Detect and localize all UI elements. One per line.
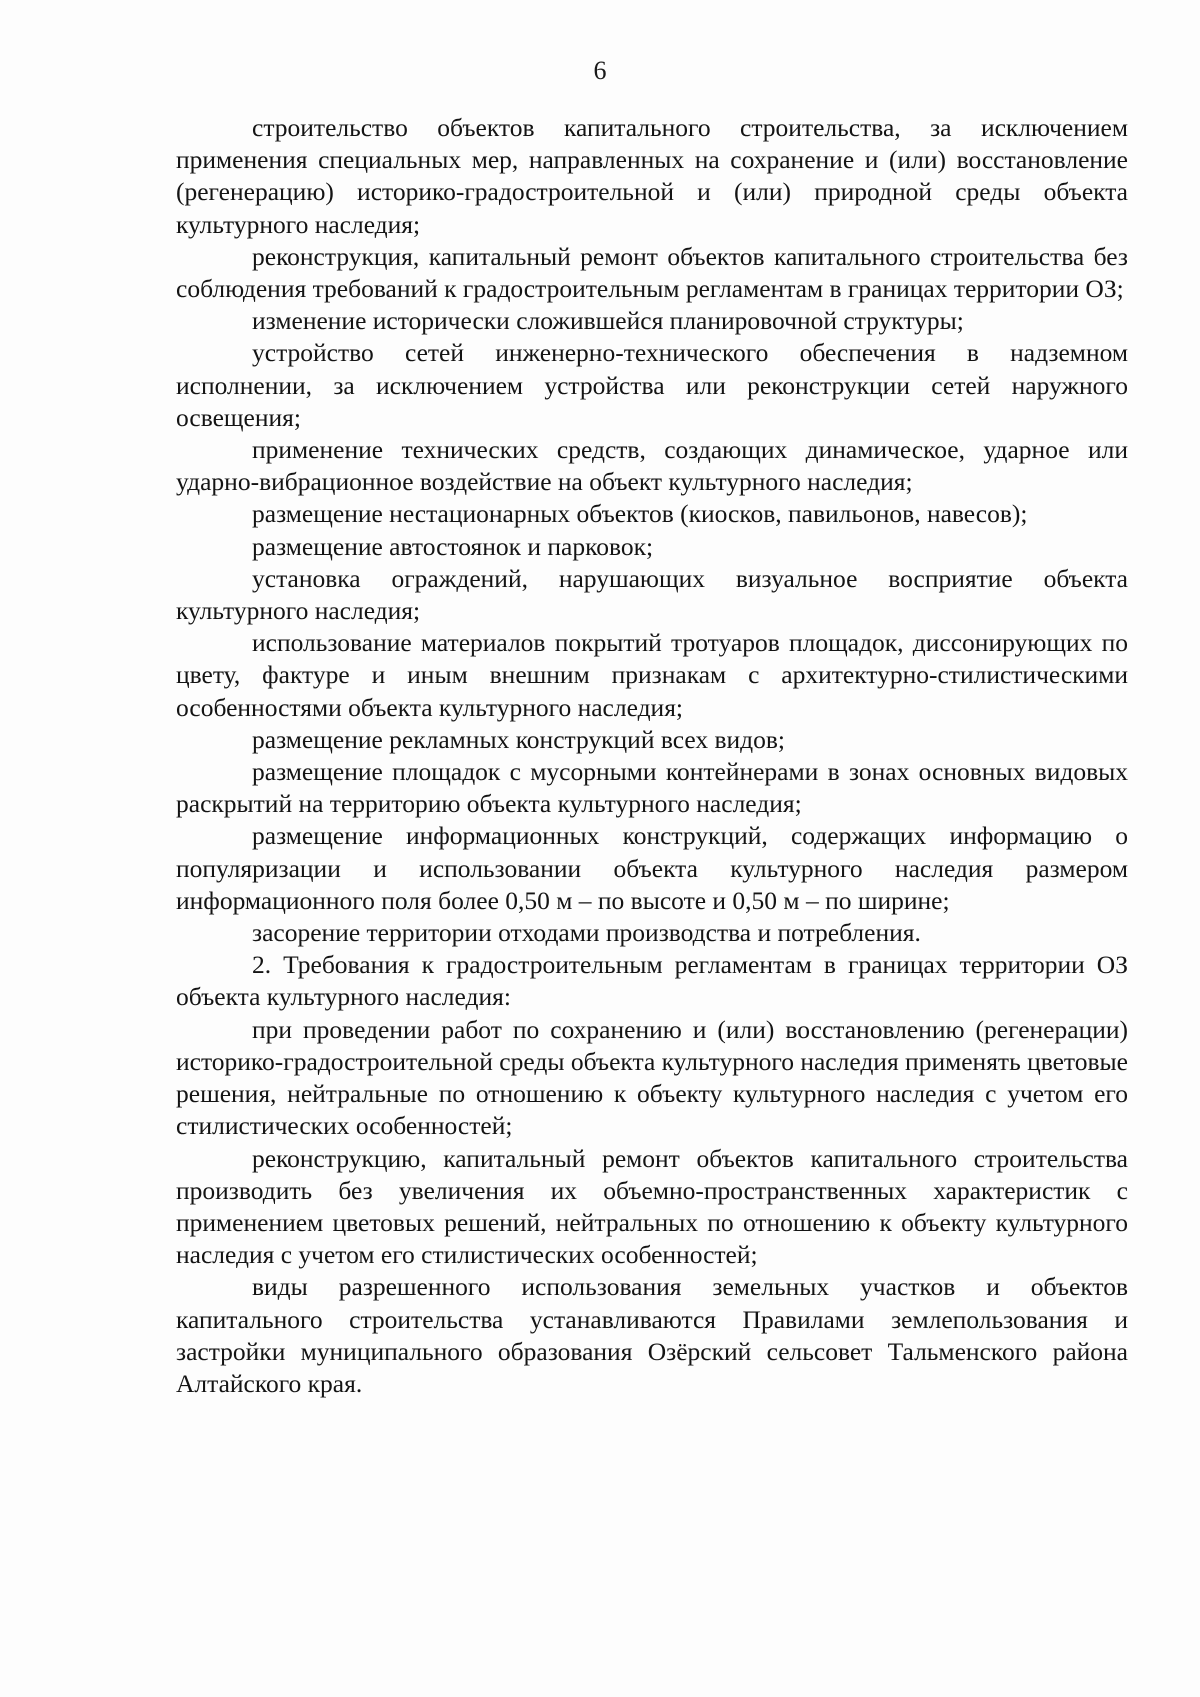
section-heading-paragraph: 2. Требования к градостроительным регламентам в границах территории ОЗ объекта культурного наследия: bbox=[176, 950, 1128, 1012]
paragraph: установка ограждений, нарушающих визуальное восприятие объекта культурного наследия; bbox=[176, 563, 1128, 626]
paragraph: реконструкция, капитальный ремонт объектов капитального строительства без соблюдения требований к градостроительным регламентам в границах территории ОЗ; bbox=[176, 241, 1128, 304]
paragraph: размещение рекламных конструкций всех видов; bbox=[252, 724, 786, 754]
paragraph: реконструкцию, капитальный ремонт объектов капитального строительства производить без увеличения их объемно-пространственных характеристик с применением цветовых решений, нейтральных по отношению к объекту культурного наследия с учетом его стилистических особенностей; bbox=[176, 1143, 1128, 1270]
page-number: 6 bbox=[593, 56, 607, 85]
paragraph: при проведении работ по сохранению и (или) восстановлению (регенерации) историко-градостроительной среды объекта культурного наследия применять цветовые решения, нейтральные по отношению к объекту культурного наследия с учетом его стилистических особенностей; bbox=[176, 1014, 1128, 1141]
paragraph: виды разрешенного использования земельных участков и объектов капитального строительства устанавливаются Правилами землепользования и застройки муниципального образования Озёрский сельсовет Тальменского района Алтайского края. bbox=[176, 1272, 1128, 1398]
paragraph: размещение площадок с мусорными контейнерами в зонах основных видовых раскрытий на территорию объекта культурного наследия; bbox=[176, 757, 1128, 819]
paragraph: засорение территории отходами производства и потребления. bbox=[252, 918, 921, 948]
paragraph: строительство объектов капитального строительства, за исключением применения специальных мер, направленных на сохранение и (или) восстановление (регенерацию) историко-градостроительной и (или) природной среды объекта культурного наследия; bbox=[176, 113, 1128, 239]
paragraph: размещение нестационарных объектов (киосков, павильонов, навесов); bbox=[252, 499, 1028, 529]
paragraph: изменение исторически сложившейся планировочной структуры; bbox=[252, 306, 964, 336]
paragraph: использование материалов покрытий тротуаров площадок, диссонирующих по цвету, фактуре и иным внешним признакам с архитектурно-стилистическими особенностями объекта культурного наследия; bbox=[176, 628, 1128, 722]
paragraph: размещение автостоянок и парковок; bbox=[252, 531, 654, 561]
document-body bbox=[176, 112, 1128, 1400]
paragraph: устройство сетей инженерно-технического обеспечения в надземном исполнении, за исключением устройства или реконструкции сетей наружного освещения; bbox=[176, 338, 1128, 432]
paragraph: размещение информационных конструкций, содержащих информацию о популяризации и использовании объекта культурного наследия размером информационного поля более 0,50 м – по высоте и 0,50 м – по ширине; bbox=[176, 821, 1128, 915]
paragraph: применение технических средств, создающих динамическое, ударное или ударно-вибрационное воздействие на объект культурного наследия; bbox=[176, 435, 1128, 497]
